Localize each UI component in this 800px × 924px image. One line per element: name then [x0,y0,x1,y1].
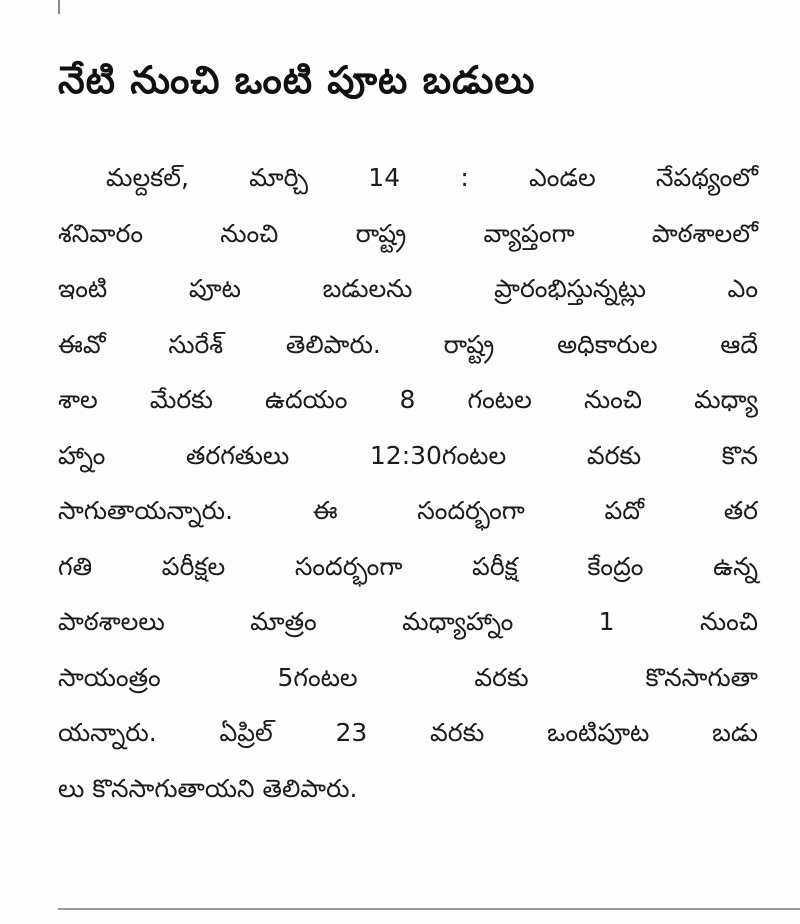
article-line: సాగుతాయన్నారు. ఈ సందర్భంగా పదో తర [58,496,758,525]
article-body [58,150,758,816]
article-line: సాయంత్రం 5గంటల వరకు కొనసాగుతా [58,662,758,692]
article-line: శాల మేరకు ఉదయం 8 గంటల నుంచి మధ్యా [58,385,758,414]
article-line: పాఠశాలలు మాత్రం మధ్యాహ్నాం 1 నుంచి [58,607,758,636]
article-line: యన్నారు. ఏప్రిల్ 23 వరకు ఒంటిపూట బడు [58,718,758,747]
headline: నేటి నుంచి ఒంటి పూట బడులు [58,58,536,102]
article-line: లు కొనసాగుతాయని తెలిపారు. [58,773,358,803]
article-line: శనివారం నుంచి రాష్ట్ర వ్యాప్తంగా పాఠశాలలో [58,218,758,248]
article-line: ఇంటి పూట బడులను ప్రారంభిస్తున్నట్లు ఎం [58,274,758,303]
article-line: హ్నాం తరగతులు 12:30గంటల వరకు కొన [58,440,758,470]
article-line: ఈవో సురేశ్ తెలిపారు. రాష్ట్ర అధికారుల ఆదే [58,329,758,359]
article-line: మల్దకల్, మార్చి 14 : ఎండల నేపథ్యంలో [106,163,758,192]
article-line: గతి పరీక్షల సందర్భంగా పరీక్ష కేంద్రం ఉన్న [58,551,758,581]
bottom-rule [58,908,800,910]
column-rule-left [58,0,60,14]
